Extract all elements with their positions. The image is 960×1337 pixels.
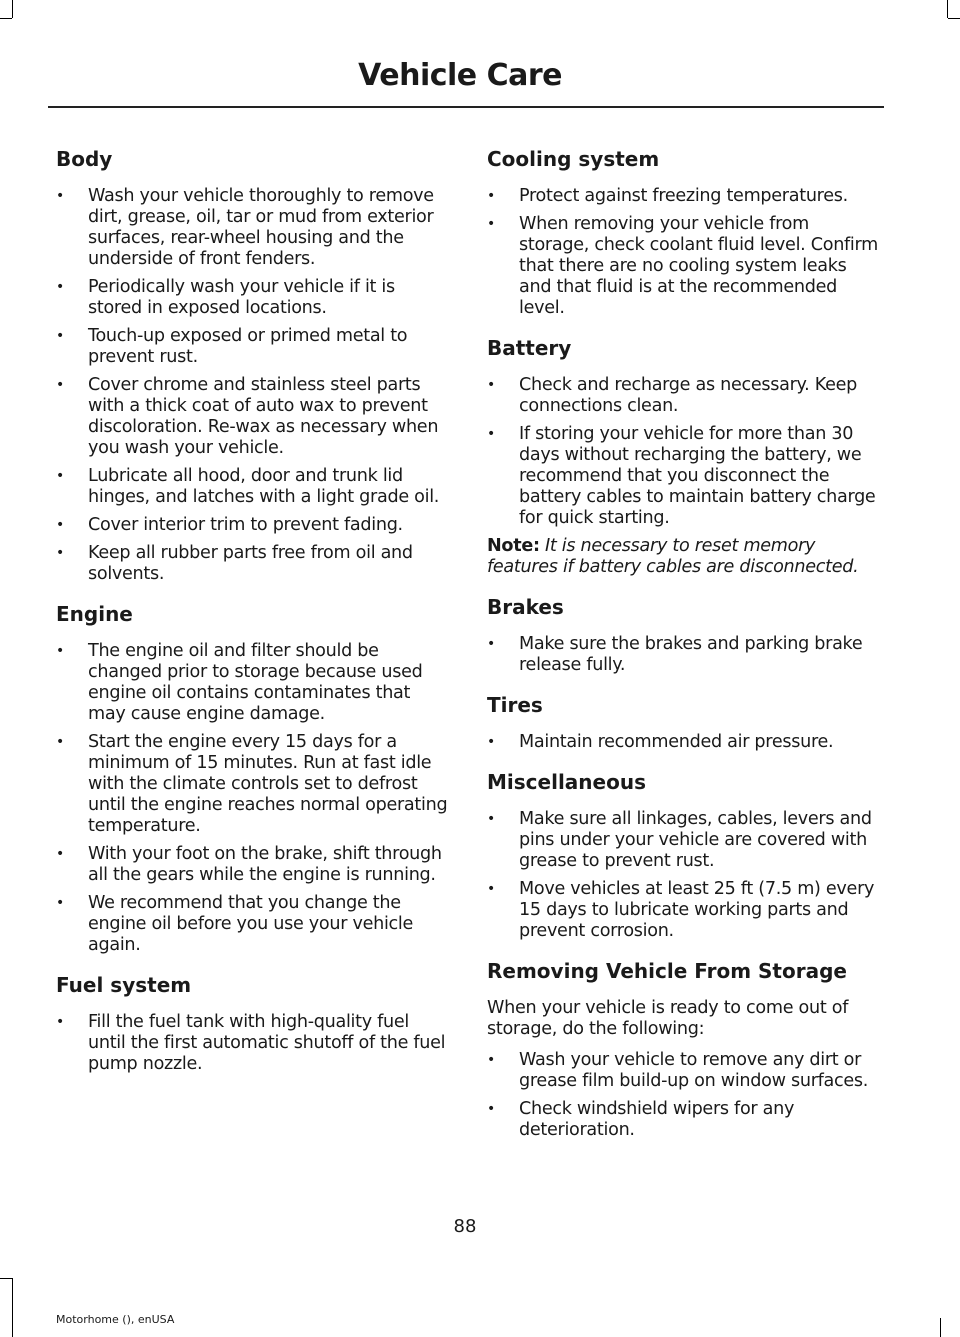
crop-mark: [948, 18, 960, 19]
section-removing-from-storage: [487, 956, 879, 1141]
left-column: [56, 144, 448, 1089]
list-item: • Touch-up exposed or primed metal to prevent rust.: [56, 326, 448, 368]
bullet-list: [487, 809, 879, 942]
list-item: • Periodically wash your vehicle if it is stored in exposed locations.: [56, 277, 448, 319]
crop-mark: [0, 1278, 12, 1279]
section-brakes: [487, 592, 879, 676]
section-heading: Cooling system: [487, 147, 660, 171]
note-text: It is necessary to reset memory features if battery cables are disconnected.: [487, 536, 859, 577]
section-heading: Brakes: [487, 595, 564, 619]
list-item: • Lubricate all hood, door and trunk lid hinges, and latches with a light grade oil.: [56, 466, 448, 508]
section-body: [56, 144, 448, 585]
section-heading: Tires: [487, 693, 543, 717]
list-item: • If storing your vehicle for more than 30 days without recharging the battery, we recommend that you disconnect the battery cables to maintain battery charge for quick starting.: [487, 424, 879, 529]
list-item: • Maintain recommended air pressure.: [487, 732, 879, 753]
section-miscellaneous: [487, 767, 879, 942]
battery-note: [487, 536, 879, 578]
list-item: • Check windshield wipers for any deterioration.: [487, 1099, 879, 1141]
page-number: 88: [453, 1216, 477, 1237]
bullet-list: [487, 375, 879, 529]
crop-mark: [947, 0, 948, 18]
section-fuel-system: [56, 970, 448, 1075]
list-item: • Keep all rubber parts free from oil and solvents.: [56, 543, 448, 585]
section-heading: Body: [56, 147, 113, 171]
section-heading: Fuel system: [56, 973, 192, 997]
bullet-list: [487, 634, 879, 676]
section-engine: [56, 599, 448, 956]
bullet-list: [56, 186, 448, 585]
list-item: • When removing your vehicle from storage, check coolant fluid level. Confirm that there are no cooling system leaks and that fluid is at the recommended level.: [487, 214, 879, 319]
bullet-list: [56, 641, 448, 956]
section-heading: Battery: [487, 336, 572, 360]
crop-mark: [12, 1278, 13, 1337]
list-item: • Protect against freezing temperatures.: [487, 186, 879, 207]
bullet-list: [487, 732, 879, 753]
section-heading: Removing Vehicle From Storage: [487, 959, 847, 983]
crop-mark: [0, 18, 12, 19]
section-intro: When your vehicle is ready to come out of storage, do the following:: [487, 998, 849, 1039]
section-heading: Engine: [56, 602, 133, 626]
list-item: • Wash your vehicle thoroughly to remove dirt, grease, oil, tar or mud from exterior surfaces, rear-wheel housing and the underside of front fenders.: [56, 186, 448, 270]
page-title: Vehicle Care: [358, 58, 562, 93]
list-item: • Move vehicles at least 25 ft (7.5 m) every 15 days to lubricate working parts and prevent corrosion.: [487, 879, 879, 942]
list-item: • Check and recharge as necessary. Keep connections clean.: [487, 375, 879, 417]
bullet-list: [56, 1012, 448, 1075]
right-column: [487, 144, 879, 1155]
list-item: • Wash your vehicle to remove any dirt or grease film build-up on window surfaces.: [487, 1050, 879, 1092]
list-item: • Make sure the brakes and parking brake release fully.: [487, 634, 879, 676]
list-item: • The engine oil and filter should be changed prior to storage because used engine oil contains contaminates that may cause engine damage.: [56, 641, 448, 725]
list-item: • We recommend that you change the engine oil before you use your vehicle again.: [56, 893, 448, 956]
header-divider: [48, 106, 884, 108]
list-item: • Cover interior trim to prevent fading.: [56, 515, 448, 536]
section-battery: [487, 333, 879, 578]
crop-mark: [940, 1318, 941, 1337]
section-tires: [487, 690, 879, 753]
section-cooling-system: [487, 144, 879, 319]
bullet-list: [487, 1050, 879, 1141]
list-item: • Make sure all linkages, cables, levers and pins under your vehicle are covered with grease to prevent rust.: [487, 809, 879, 872]
section-heading: Miscellaneous: [487, 770, 646, 794]
list-item: • Cover chrome and stainless steel parts with a thick coat of auto wax to prevent discoloration. Re-wax as necessary when you wash your vehicle.: [56, 375, 448, 459]
list-item: • Start the engine every 15 days for a minimum of 15 minutes. Run at fast idle with the climate controls set to defrost until the engine reaches normal operating temperature.: [56, 732, 448, 837]
bullet-list: [487, 186, 879, 319]
list-item: • Fill the fuel tank with high-quality fuel until the first automatic shutoff of the fuel pump nozzle.: [56, 1012, 448, 1075]
document-id: Motorhome (), enUSA: [56, 1313, 175, 1326]
list-item: • With your foot on the brake, shift through all the gears while the engine is running.: [56, 844, 448, 886]
note-label: Note:: [487, 536, 540, 556]
crop-mark: [12, 0, 13, 18]
